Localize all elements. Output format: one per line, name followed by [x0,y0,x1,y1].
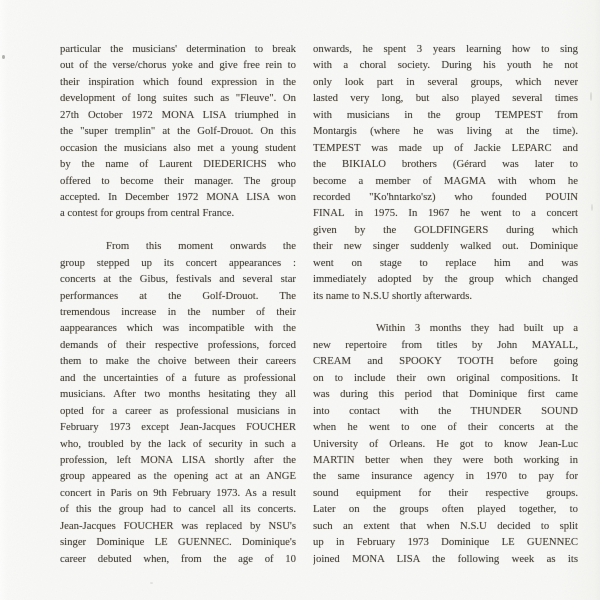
text-line: when he went to one of their concerts at the [313,421,578,434]
column-left [60,41,296,567]
text-line: 27th October 1972 MONA LISA triumphed in [60,108,296,121]
text-line: and the uncertainties of a future as professional [60,371,296,384]
text-line: its name to N.S.U shortly afterwards. [313,289,473,302]
text-line: opted for a career as professional musicians in [60,404,296,417]
text-line: went on stage to replace him and was [313,256,578,269]
text-line: on to include their own original compositions. It [313,371,578,384]
text-line: by the name of Laurent DIEDERICHS who [60,158,296,171]
text-line: group appeared as the opening act at an ANGE [60,470,296,483]
text-line: career debuted when, from the age of 10 [60,552,296,565]
paragraph [60,41,296,222]
text-line: with a choral society. During his youth he not [313,59,578,72]
text-line: them to make the choive between their careers [60,355,296,368]
text-line: occasion the musicians also met a young student [60,141,296,154]
text-line: onwards, he spent 3 years learning how to sing [313,43,578,55]
text-line: their new singer suddenly walked out. Dominique [313,240,578,253]
text-line: new repertoire from titles by John MAYALL, [313,338,578,351]
text-line: accepted. In December 1972 MONA LISA won [60,190,296,203]
text-line: the BIKIALO brothers (Gérard was later to [313,158,578,171]
text-line: concert in Paris on 9th February 1973. As a result [60,486,296,499]
text-line: CREAM and SPOOKY TOOTH before going [313,355,578,368]
text-line: sound equipment for their respective groups. [313,486,578,499]
paragraph [60,238,296,567]
text-line: only look part in several groups, which never [313,75,578,88]
text-line: demands of their respective professions, forced [60,338,296,351]
text-line: Within 3 months they had built up a [376,322,578,335]
text-line: concerts at the Gibus, festivals and several star [60,273,296,286]
text-line: tremendous increase in the number of their [60,306,296,318]
text-line: up in February 1973 Dominique LE GUENNEC [313,536,578,549]
paragraph [313,320,578,567]
text-line: joined MONA LISA the following week as its [313,552,578,565]
text-line: profession, left MONA LISA shortly after the [60,453,296,466]
text-line: Jean-Jacques FOUCHER was replaced by NSU's [60,519,296,532]
text-line: of this the group had to cancel all its concerts. [60,503,296,516]
paragraph [313,41,578,304]
text-line: such an extent that when N.S.U decided to split [313,519,578,532]
text-line: TEMPEST was made up of Jackie LEPARC and [313,141,578,154]
text-line: the same insurance agency in 1970 to pay for [313,470,578,483]
text-line: into contact with the THUNDER SOUND [313,404,578,417]
text-columns [60,41,578,567]
text-line: Later on the groups often played together, to [313,503,578,516]
text-line: group stepped up its concert appearances : [60,256,296,269]
text-line: aappearances which was incompatible with the [60,322,296,335]
text-line: who, troubled by the lack of security in such a [60,437,296,450]
text-line: given by the GOLDFINGERS during which [313,223,578,236]
text-line: lasted very long, but also played several times [313,92,578,105]
text-line: offered to become their manager. The group [60,174,296,187]
text-line: particular the musicians' determination to break [60,43,296,55]
text-line: musicians. After two months hesitating they all [60,388,296,401]
text-line: become a member of MAGMA with whom he [313,174,578,187]
text-line: was during this period that Dominique first came [313,388,578,401]
text-line: performances at the Golf-Drouot. The [60,289,296,302]
text-line: with musicians in the group TEMPEST from [313,108,578,121]
text-line: University of Orleans. He got to know Jean-Luc [313,437,578,450]
column-right [313,41,578,567]
text-line: singer Dominique LE GUENNEC. Dominique's [60,536,296,549]
text-line: February 1973 except Jean-Jacques FOUCHER [60,421,296,434]
text-line: MARTIN better when they were both working in [313,453,578,466]
text-line: immediately adopted by the group which changed [313,273,578,286]
text-line: recorded "Ko'hntarko'sz) who founded POUIN [313,190,578,203]
text-line: their inspiration which found expression in the [60,75,296,88]
text-line: the "super tremplin" at the Golf-Drouot. On this [60,125,296,138]
text-line: a contest for groups from central France. [60,207,235,220]
text-line: Montargis (where he was living at the time). [313,125,578,138]
text-line: out of the verse/chorus yoke and give free rein to [60,59,296,72]
text-line: From this moment onwards the [106,240,296,253]
text-line: FINAL in 1975. In 1967 he went to a concert [313,207,578,220]
text-line: development of long suites such as "Fleuve". On [60,92,296,105]
